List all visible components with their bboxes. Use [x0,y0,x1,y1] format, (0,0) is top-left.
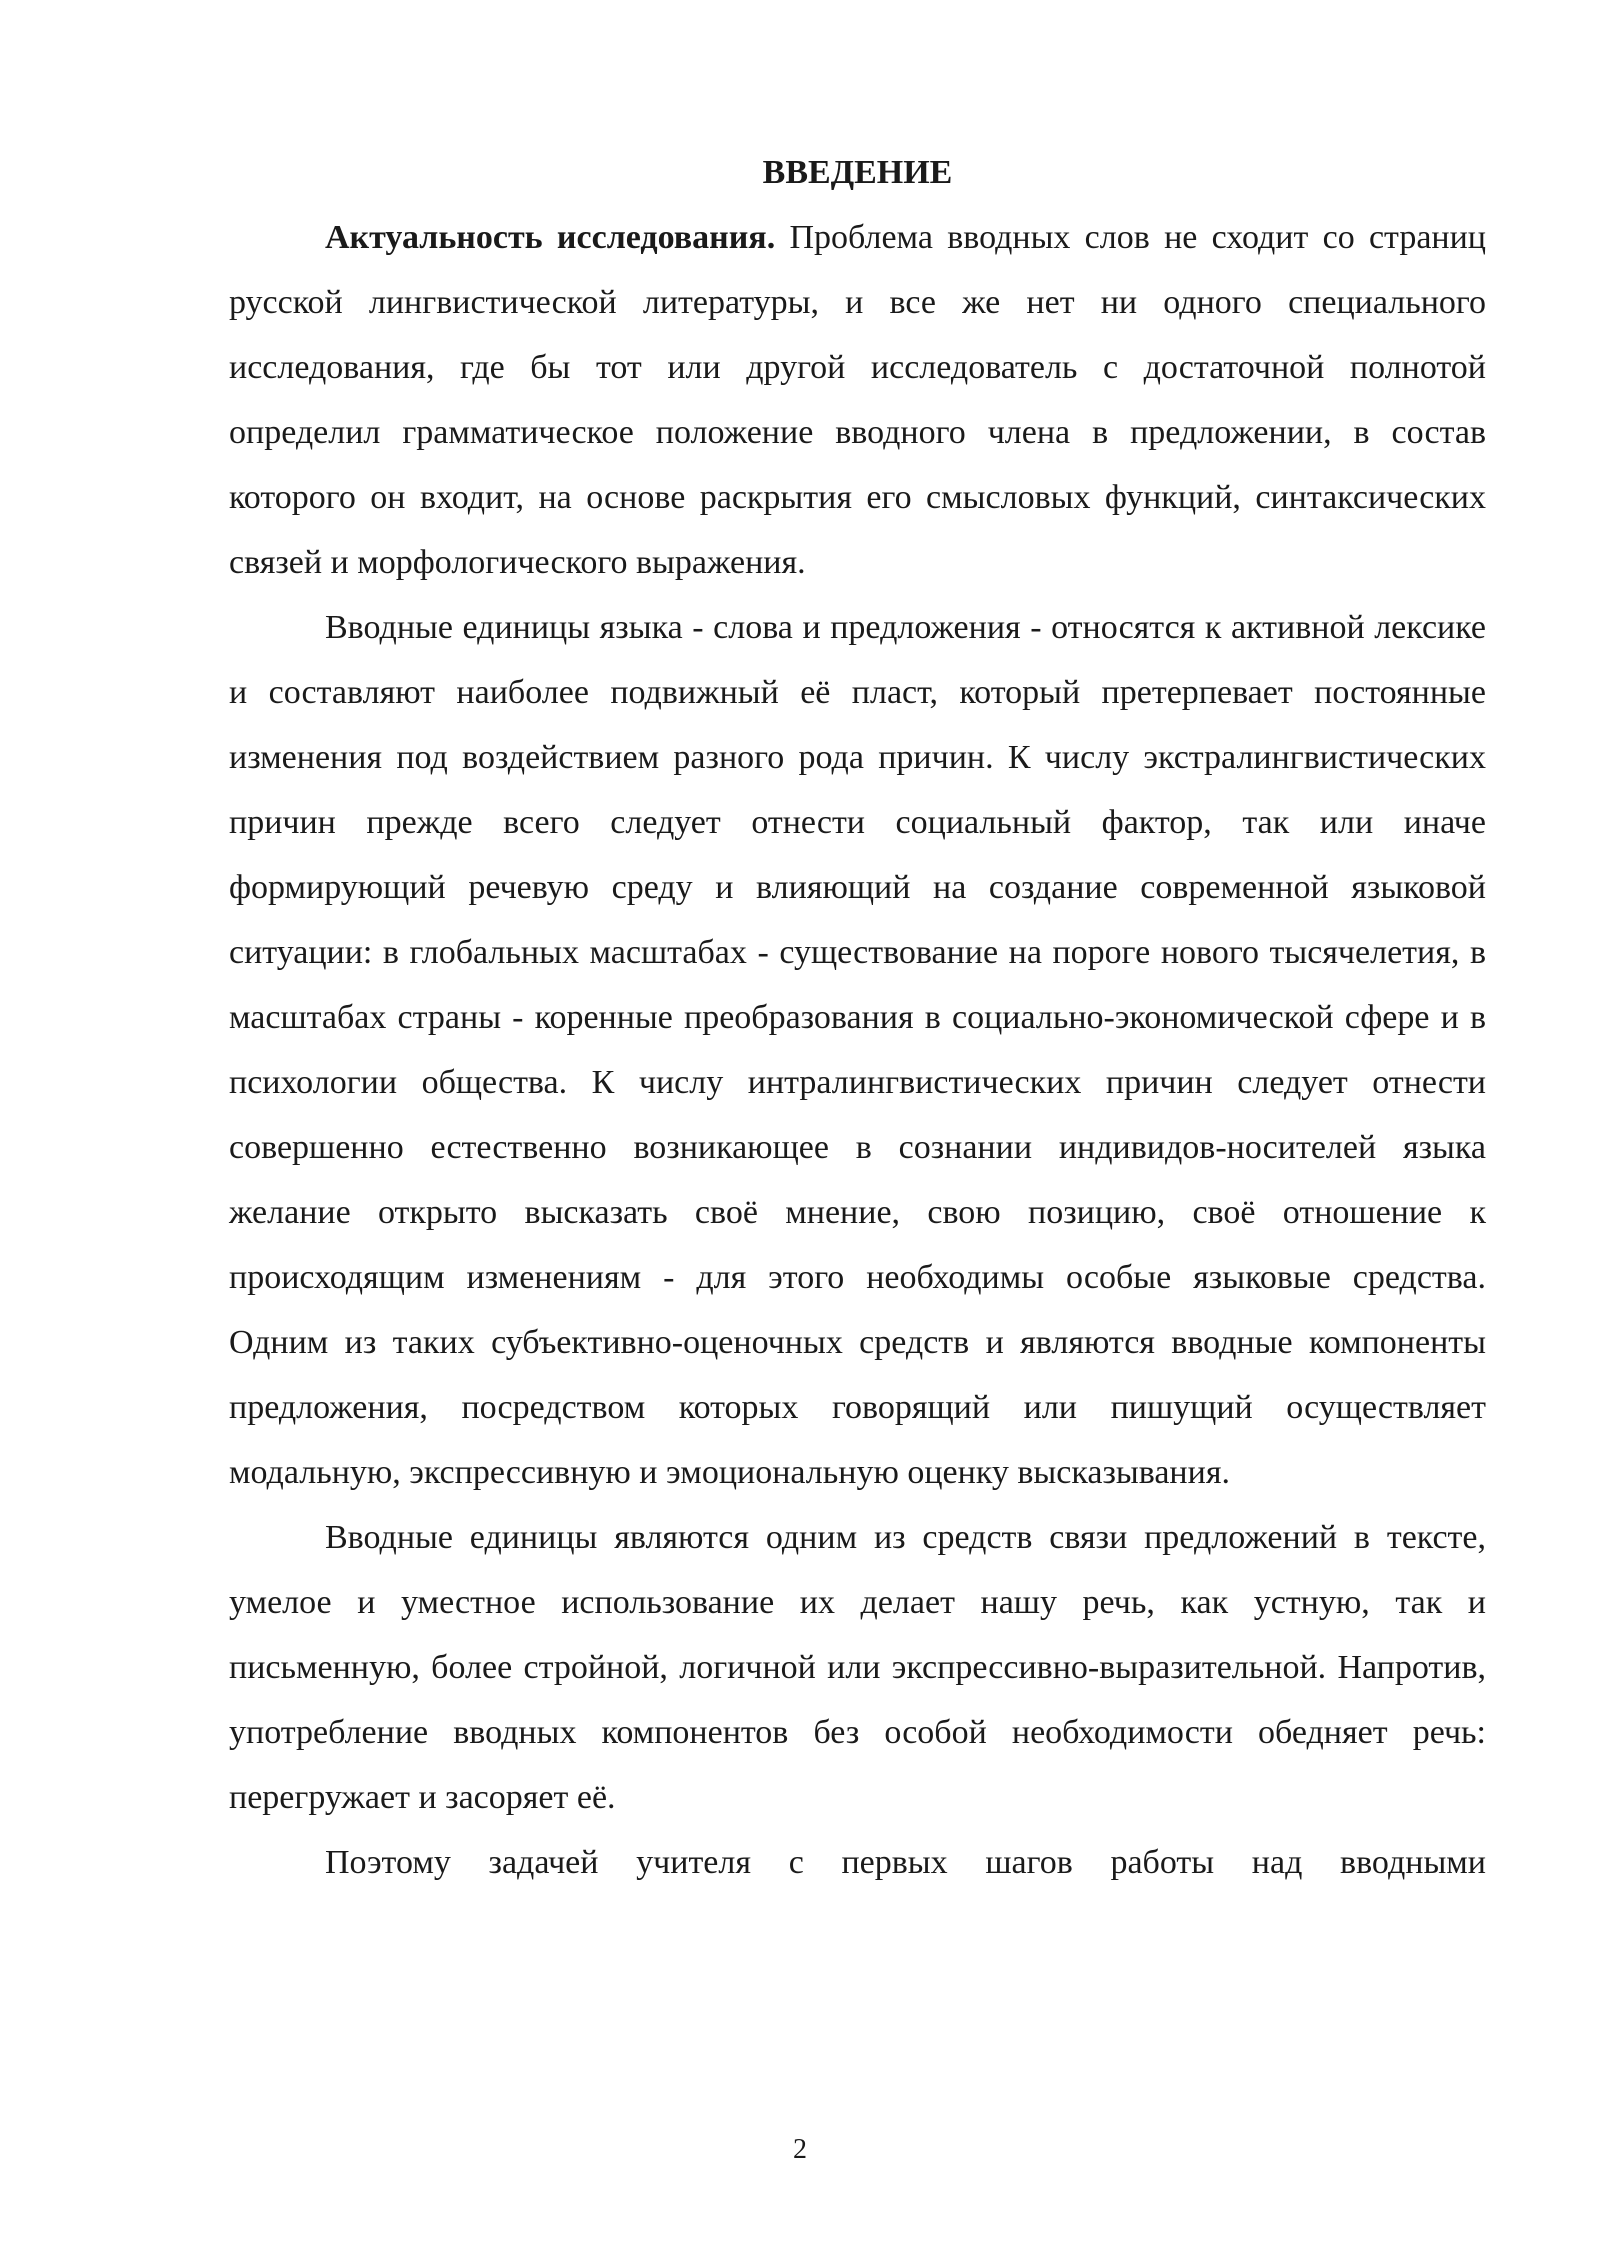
paragraph-text-connection: Вводные единицы являются одним из средств связи предложений в тексте, умелое и уместное использование их делает нашу речь, как устную, так и письменную, более стройной, логичной или экспрессивно-выразительной. Напротив, употребление вводных компонентов без особой необходимости обедняет речь: перегружает и засоряет её. [229,1519,1486,1816]
paragraph-text: Проблема вводных слов не сходит со страниц русской лингвистической литературы, и все же нет ни одного специального исследования, где бы тот или другой исследователь с достаточной полнотой определил грамматическое положение вводного члена в предложении, в состав которого он входит, на основе раскрытия его смысловых функций, синтаксических связей и морфологического выражения. [229,219,1486,581]
page-content [229,140,1486,1895]
section-heading: ВВЕДЕНИЕ [762,154,953,191]
paragraph-introductory-units: Вводные единицы языка - слова и предложения - относятся к активной лексике и составляют наиболее подвижный её пласт, который претерпевает постоянные изменения под воздействием разного рода причин. К числу экстралингвистических причин прежде всего следует отнести социальный фактор, так или иначе формирующий речевую среду и влияющий на создание современной языковой ситуации: в глобальных масштабах - существование на пороге нового тысячелетия, в масштабах страны - коренные преобразования в социально-экономической сфере и в психологии общества. К числу интралингвистических причин следует отнести совершенно естественно возникающее в сознании индивидов-носителей языка желание открыто высказать своё мнение, свою позицию, своё отношение к происходящим изменениям - для этого необходимы особые языковые средства. Одним из таких субъективно-оценочных средств и являются вводные компоненты предложения, посредством которых говорящий или пишущий осуществляет модальную, экспрессивную и эмоциональную оценку высказывания. [229,609,1486,1491]
paragraph-relevance [229,205,1486,595]
paragraph-lead: Актуальность исследования. [325,219,776,256]
page-number: 2 [793,2134,807,2165]
paragraph-teacher-task: Поэтому задачей учителя с первых шагов работы над вводными [325,1844,1486,1881]
